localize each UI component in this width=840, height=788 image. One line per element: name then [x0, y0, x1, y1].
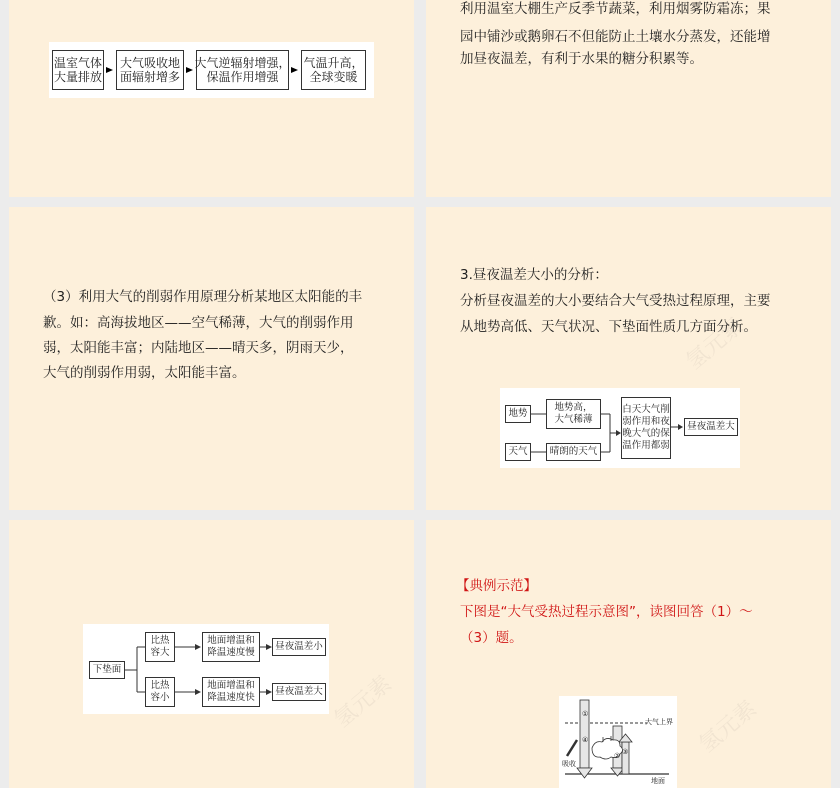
text-line: 分析昼夜温差的大小要结合大气受热过程原理，主要 [460, 293, 771, 309]
high-terrain-box: 地势高， 大气稀薄 [546, 399, 601, 429]
small-difference-box: 昼夜温差小 [272, 638, 326, 656]
example-label: 【典例示范】 [456, 578, 537, 594]
watermark: 氢元素 [681, 313, 749, 375]
figure-drawing [559, 696, 677, 788]
section-heading: 3.昼夜温差大小的分析： [460, 267, 608, 283]
surface-box: 下垫面 [89, 661, 125, 679]
question-line: （3）题。 [460, 630, 523, 646]
big-difference-box: 昼夜温差大 [272, 683, 326, 701]
temperature-range-diagram [500, 388, 740, 468]
text-line: 歉。如：高海拔地区——空气稀薄，大气的削弱作用 [43, 315, 354, 331]
upper-atmosphere-label: 大气上界 [645, 718, 673, 726]
slide-top-left [9, 0, 414, 197]
sunny-box: 晴朗的天气 [546, 443, 601, 461]
ground-label: 地面 [651, 777, 665, 785]
text-line: 加昼夜温差，有利于水果的糖分积累等。 [460, 51, 703, 67]
text-line: 弱，太阳能丰富；内陆地区——晴天多，阴雨天少， [43, 340, 354, 356]
marker-3: ③ [622, 748, 629, 756]
slide-bottom-right [426, 520, 831, 788]
large-heat-capacity-box: 比热 容大 [145, 632, 175, 662]
text-line: 从地势高低、天气状况、下垫面性质几方面分析。 [460, 319, 757, 335]
weather-box: 天气 [505, 443, 531, 461]
slide-middle-right [426, 207, 831, 510]
atmosphere-heating-figure [559, 696, 677, 788]
watermark: 氢元素 [694, 696, 762, 758]
text-line: 利用温室大棚生产反季节蔬菜，利用烟雾防霜冻；果 [460, 1, 771, 17]
result-box: 昼夜温差大 [684, 418, 738, 436]
surface-diagram [83, 624, 329, 714]
text-line: 大气的削弱作用弱，太阳能丰富。 [43, 365, 246, 381]
watermark: 氢元素 [329, 671, 397, 733]
slide-top-right [426, 0, 831, 197]
marker-4: ④ [582, 736, 589, 744]
greenhouse-flow-diagram [49, 42, 374, 98]
fast-change-box: 地面增温和 降温速度快 [202, 677, 260, 707]
marker-1: ① [582, 710, 589, 718]
marker-2: ② [614, 752, 621, 760]
flow-box-3: 大气逆辐射增强， 保温作用增强 [196, 50, 289, 90]
flow-arrows [49, 42, 374, 98]
small-heat-capacity-box: 比热 容小 [145, 677, 175, 707]
absorb-label: 吸收 [562, 760, 576, 768]
text-line: 园中铺沙或鹅卵石不但能防止土壤水分蒸发，还能增 [460, 29, 771, 45]
slide-middle-left [9, 207, 414, 510]
slow-change-box: 地面增温和 降温速度慢 [202, 632, 260, 662]
question-line: 下图是“大气受热过程示意图”，读图回答（1）～ [460, 604, 753, 620]
slide-bottom-left [9, 520, 414, 788]
terrain-box: 地势 [505, 405, 531, 423]
text-line: （3）利用大气的削弱作用原理分析某地区太阳能的丰 [43, 289, 363, 305]
flow-box-2: 大气吸收地 面辐射增多 [116, 50, 184, 90]
mechanism-box: 白天大气削 弱作用和夜 晚大气的保 温作用都弱 [621, 397, 671, 459]
flow-box-1: 温室气体 大量排放 [52, 50, 104, 90]
flow-box-4: 气温升高， 全球变暖 [301, 50, 366, 90]
